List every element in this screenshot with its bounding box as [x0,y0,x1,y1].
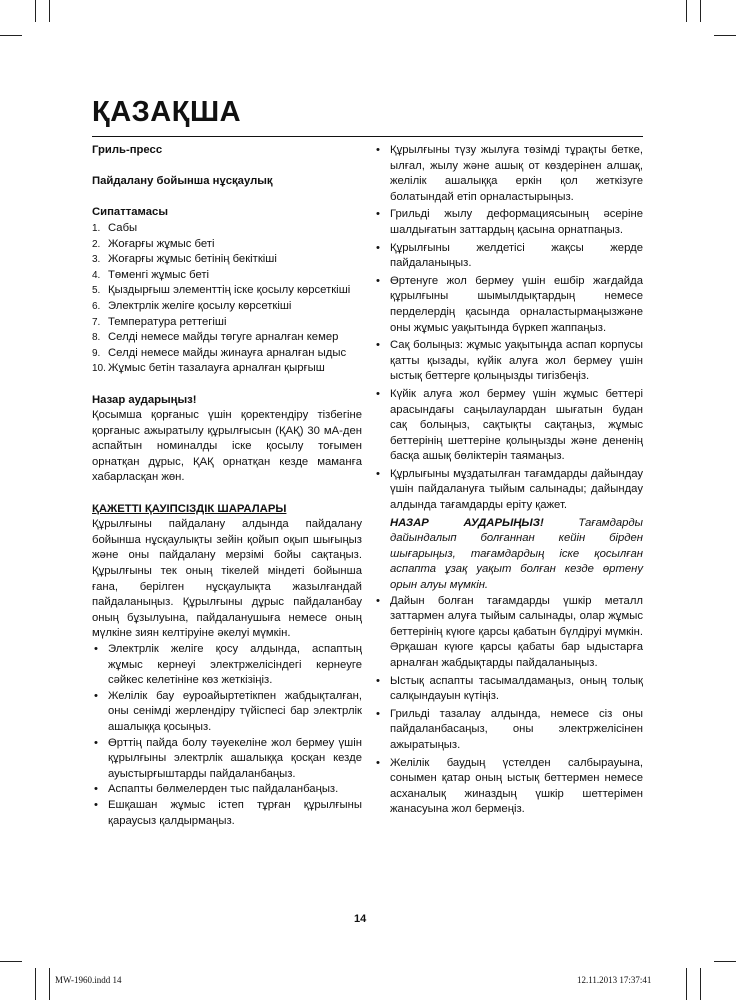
product-name: Гриль-пресс [92,144,163,156]
parts-list [92,221,362,377]
list-item: • Құрылғыны түзу жылуға төзімді тұрақты бетке, ылғал, жылу және ашық от көздерінен алшақ, желілік ашалыққа еркін қол жеткізуге болатындай етіп орналастырыңыз. [374,143,643,205]
list-item: 6. Электрлік желіге қосылу көрсеткіші [92,299,292,312]
crop-mark [714,35,736,36]
list-item: • Өрттің пайда болу тәуекеліне жол бермеу үшін құрылғыны электрлік ашалыққа қосқан кезде ауыстырғыштарды пайдаланбаңыз. [92,736,362,783]
list-item: 4. Төменгі жұмыс беті [92,268,210,281]
list-item: • Желілік баудың үстелден салбырауына, сонымен қатар оның ыстық беттермен немесе асханалық жиназдың үшкір шеттерімен жанасуына жол бермеңіз. [374,756,643,818]
safety-list [92,642,362,829]
page-number: 14 [354,913,367,925]
list-item: • Өртенуге жол бермеу үшін ешбір жағдайда құрылғыны шымылдықтардың немесе перделердің қасында орналастырмаңызжәне оны жұмыс уақытында бүркеп жаппаңыз. [374,274,643,336]
manual-title: Пайдалану бойынша нұсқаулық [92,175,273,188]
crop-mark [0,35,22,36]
list-item: 8. Селді немесе майды төгуге арналған кемер [92,331,339,344]
crop-mark [49,0,50,22]
list-item: • Ыстық аспапты тасымалдамаңыз, оның толық салқындауын күтіңіз. [374,674,643,705]
crop-mark [700,968,701,1000]
warning-label: НАЗАР АУДАРЫҢЫЗ! [390,516,544,529]
right-column [374,143,643,820]
crop-mark [0,961,22,962]
list-item: • Дайын болған тағамдарды үшкір металл заттармен алуға тыйым салынады, олар жұмыс беттерінің күюге қарсы қабатын бүлдіруі мүмкін. Әрқашан күюге қарсы қабаты бар ыдыстарға арналған жабдықтарды пайдаланыңыз. [374,594,643,672]
crop-mark [49,968,50,1000]
left-column [92,143,362,829]
crop-mark [714,961,736,962]
attention-text: Қосымша қорғаныс үшін қоректендіру тізбегіне қорғаныс ажыратылу құрылғысын (ҚАҚ) 30 мА-ден аспайтын номиналды іске қосылу тоғымен орнатқан дұрыс, ҚАҚ орнатқан кезде маманға хабарласқан жөн. [92,409,362,484]
safety-list-continued [374,143,643,514]
language-heading: ҚАЗАҚША [92,96,242,128]
crop-mark [700,0,701,22]
slug-filename: MW-1960.indd 14 [55,975,122,985]
crop-mark [35,0,36,22]
list-item: • Электрлік желіге қосу алдында, аспаптың жұмыс кернеуі электржелісіндегі кернеуге сәйкес келетініне көз жеткізіңіз. [92,642,362,689]
crop-mark [686,968,687,1000]
list-item: • Ешқашан жұмыс істеп тұрған құрылғыны қараусыз қалдырмаңыз. [92,798,362,829]
attention-title: Назар аударыңыз! [92,393,197,406]
description-title: Сипаттамасы [92,206,168,219]
list-item: • Грильді тазалау алдында, немесе сіз оны пайдаланбасаңыз, оны электржелісінен ажыратыңыз. [374,707,643,754]
list-item: 5. Қыздырғыш элементтің іске қосылу көрсеткіші [92,284,351,297]
warning-text: Тағамдарды дайындалып болғаннан кейін бірден шығарыңыз, тағамдардың іске қосылған аспапта ұзақ уақыт болған кезде өртену орын алуы мүмкін. [390,516,643,592]
list-item: 10. Жұмыс бетін тазалауға арналған қырғыш [92,362,325,375]
safety-text: Құрылғыны пайдалану алдында пайдалану бойынша нұсқаулықты зейін қойып оқып шығыңыз және оны пайдалану мерзімі бойы сақтаңыз. Құрылғыны тек оның тікелей міндеті бойынша ғана, берілген нұсқаулықта жазылғандай пайдаланыңыз. Құрылғыны дұрыс пайдаланбау оның бұзылуына, пайдаланушыға немесе оның мүлкіне зиян келтіруіне әкелуі мүмкін. [92,518,362,640]
list-item: • Аспапты бөлмелерден тыс пайдаланбаңыз. [92,782,362,798]
list-item: 3. Жоғарғы жұмыс бетінің бекіткіші [92,253,277,266]
slug-timestamp: 12.11.2013 17:37:41 [577,975,652,985]
list-item: • Құрлығыны мұздатылған тағамдарды дайындау үшін пайдалануға тыйым салынады; дайындау алдында тағамдарды еріту қажет. [374,467,643,514]
safety-title: ҚАЖЕТТІ ҚАУІПСІЗДІК ШАРАЛАРЫ [92,502,287,515]
list-item: • Сақ болыңыз: жұмыс уақытыңда аспап корпусы қатты қызады, күйік алуға жол бермеу үшін ыстық беттерге қолыңызды тигізбеңіз. [374,338,643,385]
list-item: 1. Сабы [92,221,138,234]
list-item: 9. Селді немесе майды жинауға арналған ыдыс [92,346,347,359]
list-item: • Грильді жылу деформациясының әсеріне шалдығатын заттардың қасына орнатпаңыз. [374,207,643,238]
list-item: • Құрылғыны желдетісі жақсы жерде пайдаланыңыз. [374,241,643,272]
heading-rule [92,136,643,137]
safety-list-end [374,594,643,818]
list-item: • Желілік бау еуроайыртетікпен жабдықталған, оны сенімді жерлендіру түйіспесі бар электрлік ашалыққа қосыңыз. [92,689,362,736]
warning-note [374,516,643,594]
crop-mark [35,968,36,1000]
list-item: 2. Жоғарғы жұмыс беті [92,237,215,250]
list-item: 7. Температура реттегіші [92,315,227,328]
crop-mark [686,0,687,22]
list-item: • Күйік алуға жол бермеу үшін жұмыс беттері арасындағы саңылаулардан шығатын будан сақ болыңыз, сақтықты сақтаңыз, жұмыс беттерінің шеттеріне қолыңызды және дененің басқа ашық бөліктерін таямаңыз. [374,387,643,465]
